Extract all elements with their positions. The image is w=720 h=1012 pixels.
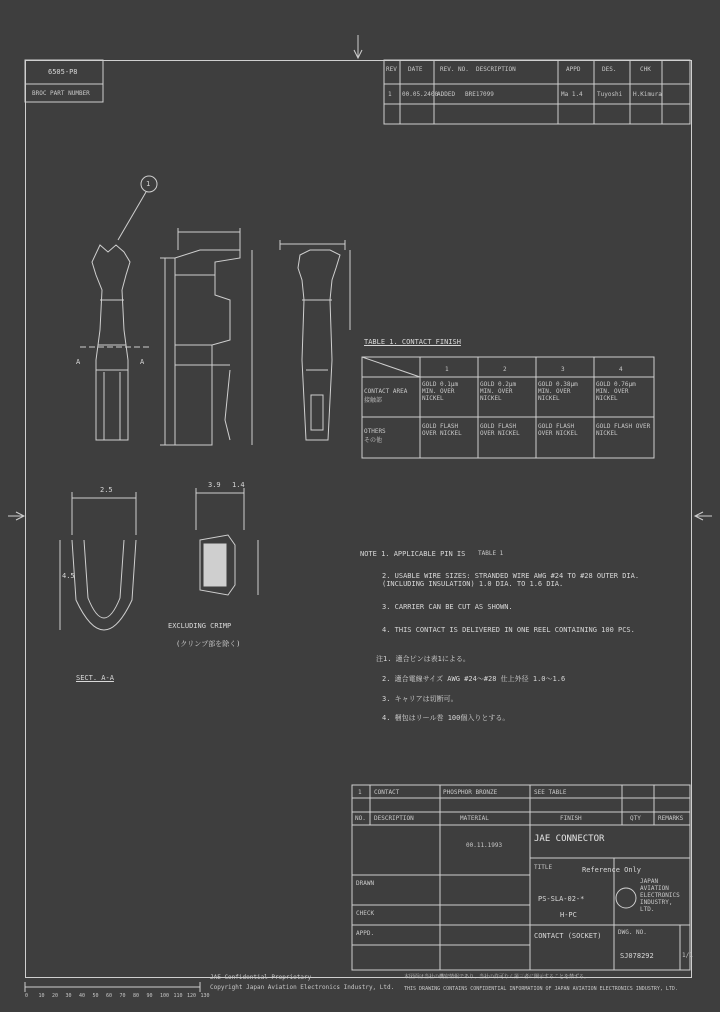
- rev-row-appd: Ma 1.4: [561, 91, 583, 98]
- note-jp-3: 3. キャリアは切断可。: [382, 695, 458, 703]
- table1-r2c2: GOLD FLASH OVER NICKEL: [480, 423, 520, 437]
- table1-r1c1: GOLD 0.1μm MIN. OVER NICKEL: [422, 381, 459, 402]
- note-jp-4: 4. 梱包はリール巻 100個入りとする。: [382, 714, 510, 722]
- rev-row-desc: BRE17099: [465, 91, 494, 98]
- tb-part-desc: H-PC: [560, 911, 577, 919]
- table1-title: TABLE 1. CONTACT FINISH: [364, 338, 461, 346]
- rev-header-date: DATE: [408, 66, 423, 73]
- dim-width-c: 1.4: [232, 481, 245, 489]
- scale-tick-label: 110: [173, 993, 183, 999]
- rev-header-appd: APPD: [566, 66, 581, 73]
- rev-header-rev: REV: [386, 66, 397, 73]
- table1-col-2: 2: [503, 366, 507, 373]
- tb-title-label: TITLE: [534, 864, 553, 871]
- tb-company2: JAPAN AVIATION ELECTRONICS INDUSTRY, LTD.: [640, 878, 680, 913]
- rev-header-chk: CHK: [640, 66, 651, 73]
- parts-header-qty: QTY: [630, 815, 641, 822]
- note-jp-1: 注1. 適合ピンは表1による。: [376, 655, 470, 663]
- scale-tick-label: 0: [25, 993, 29, 999]
- tb-appd: APPD.: [356, 930, 375, 937]
- tb-dwg-no: SJ078292: [620, 952, 654, 960]
- rev-row-des: Tuyoshi: [597, 91, 623, 98]
- tb-drawn: DRAWN: [356, 880, 375, 887]
- parts-header-remarks: REMARKS: [658, 815, 684, 822]
- scale-tick-label: 130: [200, 993, 210, 999]
- scale-tick-label: 20: [52, 993, 59, 999]
- scale-tick-label: 10: [38, 993, 45, 999]
- tb-part-number: PS-SLA-02-*: [538, 895, 585, 903]
- note-jp-2: 2. 適合電線サイズ AWG #24〜#28 仕上外径 1.0〜1.6: [382, 675, 566, 683]
- table1-row2-label-jp: その他: [364, 437, 383, 444]
- table1-r2c4: GOLD FLASH OVER NICKEL: [596, 423, 651, 437]
- rev-row-chk: H.Kimura: [633, 91, 662, 98]
- table1-row1-label-jp: 接触部: [364, 397, 383, 404]
- scale-tick-label: 70: [119, 993, 126, 999]
- footer-en: THIS DRAWING CONTAINS CONFIDENTIAL INFORMATION OF JAPAN AVIATION ELECTRONICS INDUSTRY, LTD.: [404, 986, 678, 992]
- table1-col-1: 1: [445, 366, 449, 373]
- scale-tick-label: 80: [133, 993, 140, 999]
- tb-company: JAE CONNECTOR: [534, 834, 605, 844]
- note-heading: NOTE 1. APPLICABLE PIN IS: [360, 550, 466, 558]
- tb-reference: Reference Only: [582, 866, 642, 874]
- rev-header-desc: DESCRIPTION: [476, 66, 516, 73]
- scale-tick-label: 30: [65, 993, 72, 999]
- table1-row1-label: CONTACT AREA: [364, 388, 408, 395]
- table1-col-3: 3: [561, 366, 565, 373]
- section-mark-right: A: [140, 358, 145, 366]
- parts-header-finish: FINISH: [560, 815, 582, 822]
- section-mark-left: A: [76, 358, 81, 366]
- scale-tick-label: 90: [146, 993, 153, 999]
- scale-tick-label: 100: [160, 993, 170, 999]
- scale-tick-label: 50: [92, 993, 99, 999]
- copyright-line2: Copyright Japan Aviation Electronics Industry, Ltd.: [210, 984, 395, 991]
- table1-r1c3: GOLD 0.38μm MIN. OVER NICKEL: [538, 381, 578, 402]
- parts-row-finish: SEE TABLE: [534, 789, 567, 796]
- rev-row-rev: 1: [388, 91, 392, 98]
- table1-r1c4: GOLD 0.76μm MIN. OVER NICKEL: [596, 381, 636, 402]
- tb-dwg-no-label: DWG. NO.: [618, 929, 647, 936]
- parts-header-no: NO.: [355, 815, 366, 822]
- parts-row-name: CONTACT: [374, 789, 400, 796]
- table1-r2c1: GOLD FLASH OVER NICKEL: [422, 423, 462, 437]
- rev-row-date: 00.05.2400: [402, 91, 439, 98]
- parts-header-material: MATERIAL: [460, 815, 489, 822]
- rev-header-revno: REV. NO.: [440, 66, 469, 73]
- parts-row-material: PHOSPHOR BRONZE: [443, 789, 498, 796]
- scale-tick-label: 120: [187, 993, 197, 999]
- crimp-label: EXCLUDING CRIMP: [168, 622, 232, 630]
- dim-width-a: 2.5: [100, 486, 113, 494]
- table1-r1c2: GOLD 0.2μm MIN. OVER NICKEL: [480, 381, 517, 402]
- note-item-2: 2. USABLE WIRE SIZES: STRANDED WIRE AWG #24 TO #28 OUTER DIA. (INCLUDING INSULATION) 1.0 DIA. TO 1.6 DIA.: [382, 572, 640, 588]
- table1-row2-label: OTHERS: [364, 428, 386, 435]
- note-item-3: 3. CARRIER CAN BE CUT AS SHOWN.: [382, 603, 513, 611]
- parts-row-no: 1: [358, 789, 362, 796]
- note-heading-ref: TABLE 1: [478, 550, 504, 557]
- drawing-code: 6505-P8: [48, 68, 78, 76]
- detail-label: 1: [146, 180, 151, 188]
- tb-sheet: 1/1: [682, 952, 693, 959]
- crimp-label-jp: (クリンプ部を除く): [176, 640, 241, 648]
- table1-r2c3: GOLD FLASH OVER NICKEL: [538, 423, 578, 437]
- scale-tick-label: 60: [106, 993, 113, 999]
- note-item-4: 4. THIS CONTACT IS DELIVERED IN ONE REEL CONTAINING 100 PCS.: [382, 626, 635, 634]
- parts-header-name: DESCRIPTION: [374, 815, 414, 822]
- dim-height-a: 4.5: [62, 572, 75, 580]
- table1-col-4: 4: [619, 366, 623, 373]
- tb-date: 00.11.1993: [466, 842, 503, 849]
- rev-header-des: DES.: [602, 66, 617, 73]
- tb-check: CHECK: [356, 910, 375, 917]
- dim-width-b: 3.9: [208, 481, 221, 489]
- section-label: SECT. A-A: [76, 674, 114, 682]
- scale-tick-label: 40: [79, 993, 86, 999]
- drawing-code-subtitle: BROC PART NUMBER: [32, 90, 90, 97]
- footer-jp: 本図面は当社の機密情報であり、当社の許可なく第三者に開示することを禁ずる。: [404, 974, 590, 980]
- rev-row-revno: ADDED: [437, 91, 456, 98]
- copyright-line1: JAE Confidential Proprietary: [210, 974, 312, 981]
- tb-contact-label: CONTACT (SOCKET): [534, 932, 602, 940]
